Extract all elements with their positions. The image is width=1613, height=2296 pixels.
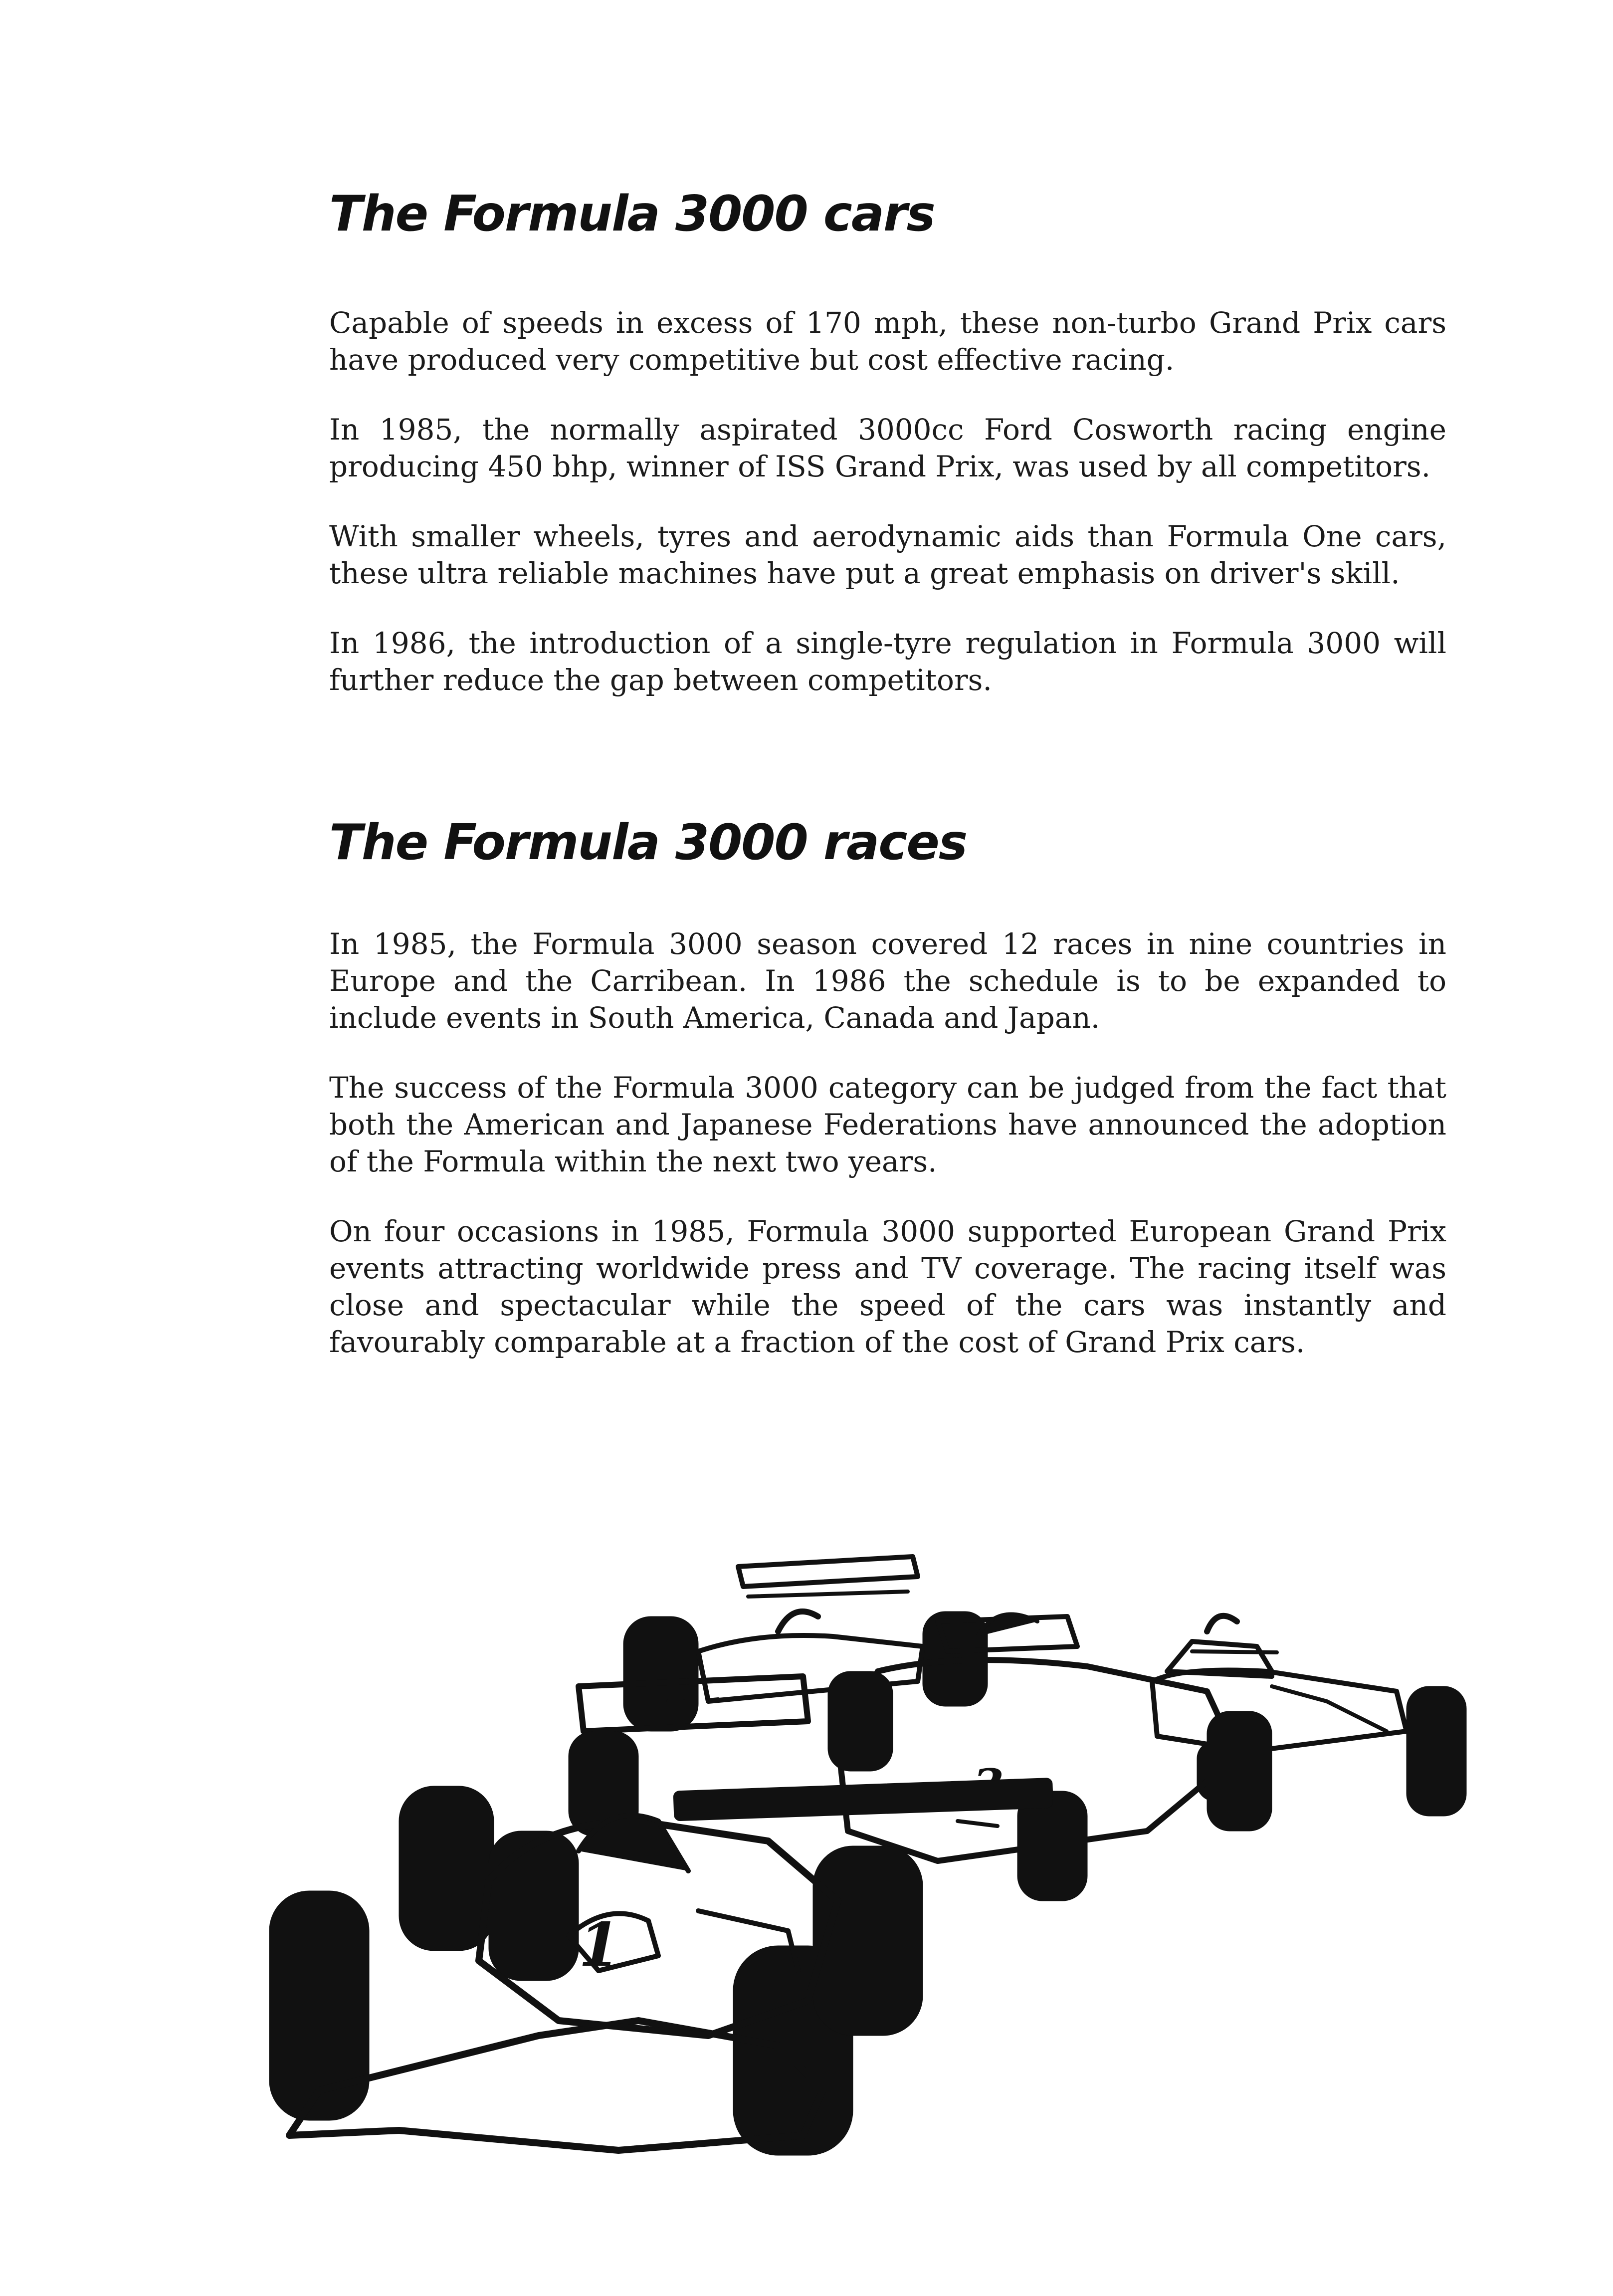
paragraph-aero: With smaller wheels, tyres and aerodynamic aids than Formula One cars, these ultra reliable machines have put a great emphasis on driver's skill. bbox=[329, 519, 1446, 590]
section-body-cars bbox=[329, 304, 1446, 698]
paragraph-success: The success of the Formula 3000 category can be judged from the fact that both the American and Japanese Federations have announced the adoption of the Formula within the next two years. bbox=[329, 1071, 1446, 1178]
paragraph-tyre-regulation: In 1986, the introduction of a single-tyre regulation in Formula 3000 will further reduce the gap between competitors. bbox=[329, 626, 1446, 697]
car-number-1-label: 1 bbox=[579, 1910, 620, 1980]
paragraph-speed: Capable of speeds in excess of 170 mph, these non-turbo Grand Prix cars have produced very competitive but cost effective racing. bbox=[329, 306, 1446, 377]
race-car-number-1 bbox=[269, 1786, 923, 2155]
paragraph-grand-prix-support: On four occasions in 1985, Formula 3000 supported European Grand Prix events attracting worldwide press and TV coverage. The racing itself was close and spectacular while the speed of the cars was instantly and favourably comparable at a fraction of the cost of Grand Prix cars. bbox=[329, 1214, 1446, 1359]
section-body-races bbox=[329, 925, 1446, 1361]
racing-cars-illustration bbox=[259, 1522, 1496, 2160]
section-heading-cars: The Formula 3000 cars bbox=[329, 186, 935, 242]
paragraph-season: In 1985, the Formula 3000 season covered 12 races in nine countries in Europe and the Carribean. In 1986 the schedule is to be expanded to include events in South America, Canada and Japan. bbox=[329, 927, 1446, 1035]
section-heading-races: The Formula 3000 races bbox=[329, 814, 967, 871]
paragraph-engine: In 1985, the normally aspirated 3000cc Ford Cosworth racing engine producing 450 bhp, winner of ISS Grand Prix, was used by all competitors. bbox=[329, 413, 1446, 483]
